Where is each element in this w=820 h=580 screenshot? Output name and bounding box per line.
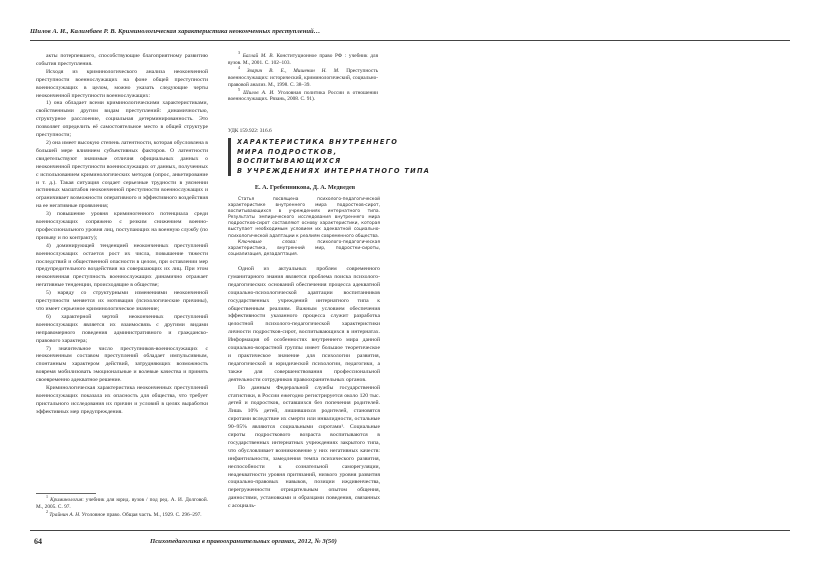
keywords (228, 240, 380, 258)
header-rule (30, 40, 790, 41)
left-paragraph: 5) наряду со структурными изменениями неоконченной преступности меняется их мотивация (психологические причины), что имеет серьезное криминологическое значение; (36, 290, 208, 312)
footer-rule (30, 530, 790, 531)
footnote: $^3$ Баглай М. В. Конституционное право РФ : учебник для вузов. М., 2001. С. 102–103. (228, 50, 379, 66)
title-line: ХАРАКТЕРИСТИКА ВНУТРЕННЕГО (237, 138, 399, 146)
keywords-label: Ключевые слова: (238, 239, 297, 245)
left-column (36, 53, 208, 417)
title-line: МИРА ПОДРОСТКОВ, (237, 147, 338, 156)
footnote: $^4$ Зварич В. Е., Мишенин Н. М. Преступность военнослужащих: исторический, криминологический, социально-правовой анализ. М., 1998. С. 38–39. (228, 65, 379, 88)
title-line: В УЧРЕЖДЕНИЯХ ИНТЕРНАТНОГО ТИПА (237, 166, 431, 175)
article-title (228, 138, 431, 176)
abstract-text: Статья посвящена психолого-педагогической характеристике внутреннего мира подростков-сирот, воспитывающихся в учреждениях интернатного типа. Результаты эмпирического исследования внутреннего мира подростков-сирот составляют основу характеристики, которая выступает необходимым условием их адекватной социально-психологической адаптации к реалиям современного общества. (228, 197, 380, 239)
footnote: $^5$ Шилов А. И. Уголовная политика России в отношении военнослужащих. Рязань, 2008. С. 91). (228, 86, 378, 103)
right-footnotes (228, 50, 379, 104)
page-number: 64 (34, 537, 42, 546)
right-paragraph: Одной из актуальных проблем современного гуманитарного знания является проблема поиска психолого-педагогических оснований обеспечения процесса адекватной социально-психологической адаптации воспитанников государственных учреждений интернатного типа к общественным реалиям. Важным условием обеспечения эффективности указанного процесса служит разработка целостной психолого-педагогической характеристики личности подростков-сирот, воспитывающихся в интернатах. Информация об особенностях внутреннего мира данной социально-возрастной группы имеет большое теоретическое и практическое значение для психологии развития, педагогической и юридической психологии, педагогики, а также для совершенствования профессиональной деятельности сотрудников правоохранительных органов. (228, 266, 380, 383)
left-paragraph: 6) характерной чертой неоконченных преступлений военнослужащих является их взаимосвязь с другими видами неправомерного поведения административного и гражданско-правового характера; (36, 313, 208, 344)
journal-footer: Психопедагогика в правоохранительных органах, 2012, № 3(50) (150, 538, 337, 545)
left-paragraph: 3) повышение уровня криминогенного потенциала среди военнослужащих сопряжено с резким снижением военно-профессионального уровня лиц, поступающих на военную службу (по призыву и по контракту); (36, 211, 208, 241)
footnote: $^1$ Криминология: учебник для юрид. вузов / под ред. А. И. Долговой. М., 2005. С. 97. (36, 494, 208, 510)
left-paragraph: 1) она обладает всеми криминологическими характеристиками, свойственными другим видам преступлений: динамичностью, структурное расслоение, социальная детерминированность. Это позволяет определить её самостоятельное место в общей структуре преступности; (36, 100, 208, 139)
udk-code: УДК 159.922: 316.6 (228, 128, 272, 134)
footnote-rule (36, 493, 96, 494)
left-paragraph: акты потерпевшего, способствующие благоприятному развитию события преступления. (36, 53, 208, 67)
left-paragraph: 7) значительное число преступников-военнослужащих с неоконченным составом преступлений обладает импульсивным, спонтанным характером действий, затрудняющих возможность вовремя мобилизовать эмоциональные и волевые качества и принять своевременно адекватное решение. (36, 345, 208, 384)
article-authors: Е. А. Гребенникова, Д. А. Медведев (254, 184, 356, 191)
running-header: Шилов А. И., Калимбаев Р. В. Криминологическая характеристика неоконченных преступлений… (30, 28, 321, 35)
footnote: $^2$ Трайнин А. Н. Уголовное право. Общая часть. М., 1929. С. 296–297. (46, 509, 202, 518)
left-paragraph: 2) она имеет высокую степень латентности, которая обусловлена в большей мере влиянием субъективных факторов. О латентности свидетельствуют значимые отличия официальных данных о неоконченной преступности военнослужащих от данных, полученных с использованием криминологических методов (опрос, анкетирование и т. д.). Такая ситуация создает серьезные трудности в уяснении истинных масштабов неоконченной преступности военнослужащих и ограничивает возможности оперативного и эффективного воздействия на ее негативные проявления; (36, 139, 208, 210)
right-column (228, 266, 380, 511)
title-line: ВОСПИТЫВАЮЩИХСЯ (237, 157, 342, 165)
left-footnotes (36, 494, 208, 520)
left-paragraph: Криминологическая характеристика неоконченных преступлений военнослужащих показала их опасность для общества, что требует пристального исследования их причин и условий в целях выработки эффективных мер предупреждения. (36, 385, 208, 415)
left-paragraph: Исходя из криминологического анализа неоконченной преступности военнослужащих на фоне общей преступности военнослужащих в целом, можно указать следующие черты неоконченной преступности военнослужащих: (36, 68, 208, 99)
abstract (228, 197, 380, 258)
left-paragraph: 4) доминирующей тенденцией неоконченных преступлений военнослужащих остается рост их числа, повышение тяжести последствий и общественной опасности в целом, при оставлении мер предупредительного воздействия на совершающих их лиц. При этом неоконченная преступность военнослужащих динамично отражает негативные тенденции, происходящие в обществе; (36, 242, 208, 289)
keywords-text: психолого-педагогическая характеристика, внутренний мир, подростки-сироты, социализация, дезадаптация. (228, 239, 380, 257)
right-paragraph: По данным Федеральной службы государственной статистики, в России ежегодно регистрируется около 120 тыс. детей и подростков, оставшихся без попечения родителей. Лишь 10% детей, лишившихся родителей, становятся сиротами вследствие их смерти или инвалидности, остальные 90–95% являются социальными сиротами¹. Социальные сироты подросткового возраста воспитываются в государственных интернатных учреждениях закрытого типа, что обусловливает возникновение у них негативных качеств: инфантильности, замедления темпа психического развития, неспособности к сознательной саморегуляции, неадекватности уровня притязаний, низкого уровня развития социально-правовых навыков, позиции иждивенчества, перегруженности отрицательным опытом общения, данностями, установками и образцами поведения, связанных с асоциаль- (228, 384, 380, 510)
